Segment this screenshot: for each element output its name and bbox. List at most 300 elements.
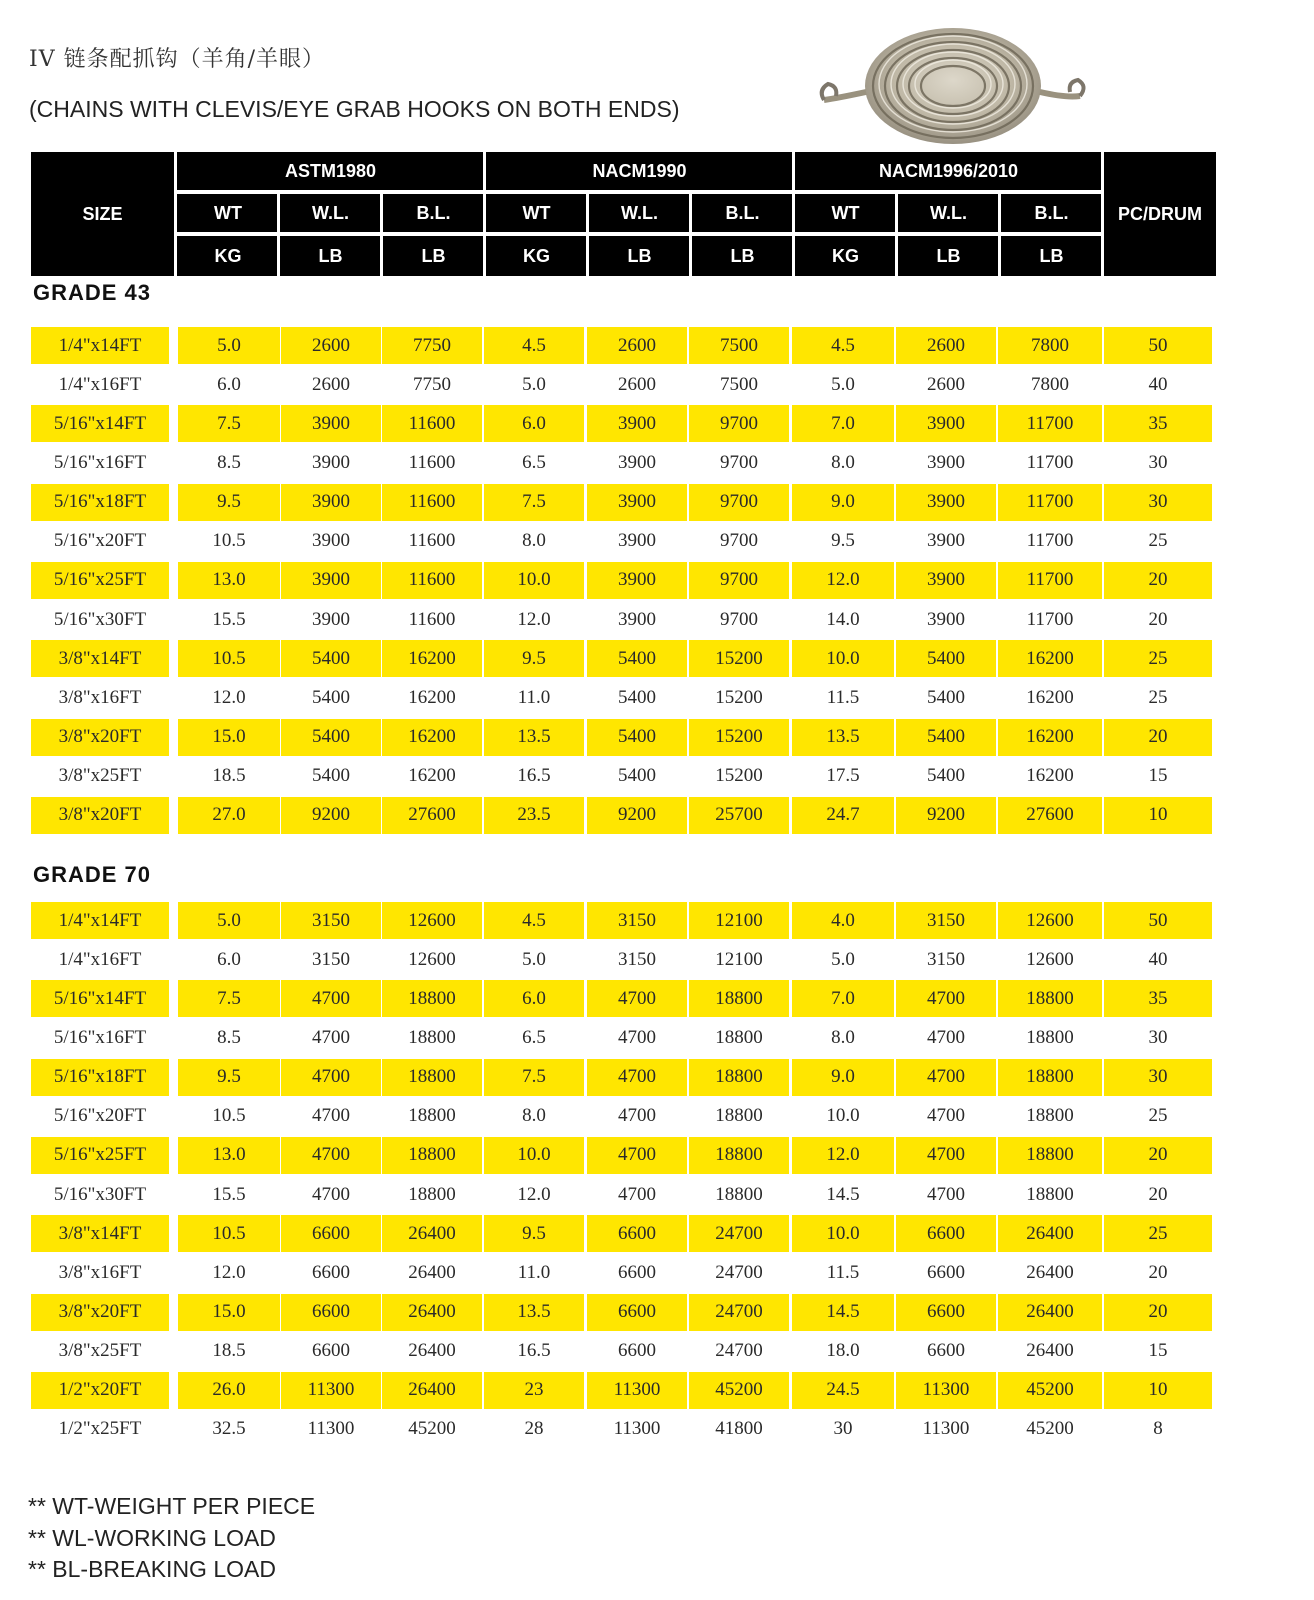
value-cell: 9700 (689, 484, 789, 521)
value-cell: 3900 (896, 405, 996, 442)
table-row (0, 1411, 1314, 1448)
value-cell: 26400 (408, 1340, 456, 1362)
value-cell: 11700 (998, 405, 1102, 442)
value-cell: 12.0 (517, 1183, 551, 1205)
value-cell: 18800 (998, 1137, 1102, 1174)
table-row (0, 327, 1314, 364)
header-group-2: NACM1996/2010 (795, 152, 1102, 190)
value-cell: 9700 (720, 530, 758, 552)
size-cell: 1/4"x14FT (31, 327, 169, 364)
value-cell: 45200 (689, 1372, 789, 1409)
pc-drum-cell: 25 (1148, 1105, 1168, 1127)
table-row (0, 601, 1314, 638)
header-sub-2-1: W.L. (898, 194, 999, 232)
value-cell: 24700 (689, 1215, 789, 1252)
value-cell: 26400 (382, 1294, 482, 1331)
table-row (0, 980, 1314, 1017)
value-cell: 4700 (587, 1137, 687, 1174)
value-cell: 6600 (587, 1215, 687, 1252)
value-cell: 6600 (312, 1340, 350, 1362)
size-cell: 5/16"x16FT (53, 451, 147, 473)
pc-drum-cell: 25 (1104, 640, 1212, 677)
value-cell: 3150 (281, 902, 381, 939)
grade-43-label: GRADE 43 (33, 280, 152, 305)
header-sub-0-1: W.L. (280, 194, 381, 232)
value-cell: 26400 (408, 1261, 456, 1283)
value-cell: 11600 (408, 530, 456, 552)
value-cell: 14.5 (792, 1294, 894, 1331)
header-sub-2-2: B.L. (1001, 194, 1102, 232)
value-cell: 4700 (281, 1059, 381, 1096)
header-sub-1-2: B.L. (692, 194, 793, 232)
value-cell: 3900 (618, 608, 656, 630)
value-cell: 18800 (689, 1137, 789, 1174)
value-cell: 18800 (715, 1026, 763, 1048)
pc-drum-cell: 35 (1104, 405, 1212, 442)
value-cell: 10.0 (484, 1137, 584, 1174)
table-row (0, 562, 1314, 599)
pc-drum-cell: 30 (1104, 1059, 1212, 1096)
value-cell: 5.0 (831, 373, 855, 395)
value-cell: 2600 (587, 327, 687, 364)
table-row (0, 444, 1314, 481)
header-sub-1-1: W.L. (589, 194, 690, 232)
value-cell: 6.0 (217, 948, 241, 970)
value-cell: 24700 (715, 1340, 763, 1362)
table-row (0, 719, 1314, 756)
value-cell: 6.5 (522, 1026, 546, 1048)
value-cell: 9.5 (484, 1215, 584, 1252)
value-cell: 6600 (312, 1261, 350, 1283)
value-cell: 11600 (408, 608, 456, 630)
table-row (0, 1372, 1314, 1409)
header-unit-1-2: LB (692, 236, 793, 276)
value-cell: 4.5 (792, 327, 894, 364)
pc-drum-cell: 40 (1148, 373, 1168, 395)
pc-drum-cell: 15 (1148, 1340, 1168, 1362)
value-cell: 11600 (382, 562, 482, 599)
value-cell: 18800 (998, 1059, 1102, 1096)
value-cell: 8.5 (217, 451, 241, 473)
value-cell: 3900 (587, 562, 687, 599)
chain-coil-image (818, 20, 1088, 152)
table-row (0, 902, 1314, 939)
header-divider (792, 152, 795, 276)
value-cell: 3900 (927, 530, 965, 552)
title-english: (CHAINS WITH CLEVIS/EYE GRAB HOOKS ON BOTH ENDS) (29, 96, 680, 122)
header-unit-0-2: LB (383, 236, 484, 276)
title-chinese: IV 链条配抓钩（羊角/羊眼） (29, 47, 325, 72)
size-cell: 5/16"x14FT (31, 405, 169, 442)
value-cell: 4700 (587, 1059, 687, 1096)
value-cell: 18.5 (212, 765, 246, 787)
pc-drum-cell: 20 (1104, 562, 1212, 599)
size-cell: 3/8"x20FT (31, 1294, 169, 1331)
value-cell: 11.5 (826, 1261, 860, 1283)
value-cell: 12600 (408, 948, 456, 970)
value-cell: 3150 (587, 902, 687, 939)
value-cell: 18800 (382, 1059, 482, 1096)
value-cell: 2600 (281, 327, 381, 364)
value-cell: 2600 (618, 373, 656, 395)
value-cell: 11300 (613, 1418, 661, 1440)
value-cell: 3900 (281, 405, 381, 442)
value-cell: 15.0 (178, 1294, 280, 1331)
value-cell: 12.0 (517, 608, 551, 630)
value-cell: 7500 (720, 373, 758, 395)
value-cell: 12600 (998, 902, 1102, 939)
table-row (0, 484, 1314, 521)
size-cell: 3/8"x14FT (31, 1215, 169, 1252)
size-cell: 3/8"x20FT (31, 797, 169, 834)
value-cell: 10.5 (212, 530, 246, 552)
value-cell: 5400 (896, 719, 996, 756)
value-cell: 45200 (1026, 1418, 1074, 1440)
header-unit-0-0: KG (177, 236, 279, 276)
value-cell: 5400 (618, 686, 656, 708)
header-divider (483, 152, 486, 276)
table-row (0, 1215, 1314, 1252)
value-cell: 5400 (281, 640, 381, 677)
value-cell: 14.5 (826, 1183, 860, 1205)
table-row (0, 1059, 1314, 1096)
value-cell: 6600 (587, 1294, 687, 1331)
table-row (0, 941, 1314, 978)
value-cell: 41800 (715, 1418, 763, 1440)
value-cell: 6.5 (522, 451, 546, 473)
value-cell: 11600 (382, 405, 482, 442)
value-cell: 18800 (408, 1105, 456, 1127)
value-cell: 7750 (413, 373, 451, 395)
value-cell: 32.5 (212, 1418, 246, 1440)
value-cell: 4700 (281, 980, 381, 1017)
value-cell: 26400 (382, 1372, 482, 1409)
value-cell: 16200 (382, 640, 482, 677)
size-cell: 3/8"x14FT (31, 640, 169, 677)
value-cell: 18800 (998, 980, 1102, 1017)
pc-drum-cell: 10 (1104, 1372, 1212, 1409)
header-sub-2-0: WT (795, 194, 896, 232)
value-cell: 4.5 (484, 327, 584, 364)
header-divider (174, 152, 177, 276)
pc-drum-cell: 20 (1148, 1183, 1168, 1205)
table-row (0, 405, 1314, 442)
value-cell: 4.0 (792, 902, 894, 939)
header-unit-1-1: LB (589, 236, 690, 276)
value-cell: 11700 (998, 484, 1102, 521)
value-cell: 16200 (1026, 765, 1074, 787)
size-cell: 3/8"x25FT (58, 1340, 142, 1362)
header-group-1: NACM1990 (486, 152, 793, 190)
value-cell: 10.0 (484, 562, 584, 599)
pc-drum-cell: 10 (1104, 797, 1212, 834)
value-cell: 5.0 (831, 948, 855, 970)
value-cell: 11300 (281, 1372, 381, 1409)
value-cell: 24.7 (792, 797, 894, 834)
value-cell: 16200 (998, 640, 1102, 677)
value-cell: 6600 (618, 1261, 656, 1283)
size-cell: 5/16"x30FT (53, 608, 147, 630)
size-cell: 5/16"x30FT (53, 1183, 147, 1205)
value-cell: 5400 (927, 765, 965, 787)
value-cell: 11.0 (517, 686, 551, 708)
value-cell: 9.0 (792, 1059, 894, 1096)
header-divider (177, 232, 1101, 236)
size-cell: 5/16"x18FT (31, 484, 169, 521)
value-cell: 13.5 (792, 719, 894, 756)
value-cell: 4700 (587, 980, 687, 1017)
note-bl: ** BL-BREAKING LOAD (28, 1556, 276, 1582)
value-cell: 24700 (689, 1294, 789, 1331)
pc-drum-cell: 30 (1148, 451, 1168, 473)
value-cell: 7800 (1031, 373, 1069, 395)
table-row (0, 679, 1314, 716)
grade-70-label: GRADE 70 (33, 862, 152, 887)
value-cell: 16200 (408, 765, 456, 787)
value-cell: 11700 (998, 562, 1102, 599)
value-cell: 4700 (927, 1026, 965, 1048)
value-cell: 4700 (312, 1026, 350, 1048)
value-cell: 8.0 (831, 451, 855, 473)
size-cell: 5/16"x25FT (31, 1137, 169, 1174)
value-cell: 9700 (720, 451, 758, 473)
note-wt: ** WT-WEIGHT PER PIECE (28, 1493, 316, 1519)
value-cell: 5400 (587, 719, 687, 756)
value-cell: 5.0 (522, 373, 546, 395)
value-cell: 16.5 (517, 1340, 551, 1362)
value-cell: 13.5 (484, 1294, 584, 1331)
value-cell: 11300 (922, 1418, 970, 1440)
header-divider (277, 194, 280, 276)
value-cell: 45200 (408, 1418, 456, 1440)
value-cell: 18800 (689, 1059, 789, 1096)
header-group-0: ASTM1980 (177, 152, 484, 190)
value-cell: 3900 (618, 451, 656, 473)
value-cell: 3900 (281, 484, 381, 521)
header-divider (1101, 152, 1104, 276)
value-cell: 4.5 (484, 902, 584, 939)
value-cell: 18800 (1026, 1183, 1074, 1205)
value-cell: 10.0 (792, 1215, 894, 1252)
value-cell: 6600 (281, 1294, 381, 1331)
pc-drum-cell: 50 (1104, 902, 1212, 939)
value-cell: 26.0 (178, 1372, 280, 1409)
value-cell: 9.5 (178, 1059, 280, 1096)
value-cell: 5400 (312, 686, 350, 708)
value-cell: 7.0 (792, 405, 894, 442)
value-cell: 15.0 (178, 719, 280, 756)
value-cell: 6600 (618, 1340, 656, 1362)
value-cell: 4700 (312, 1183, 350, 1205)
value-cell: 6600 (896, 1294, 996, 1331)
value-cell: 15200 (689, 719, 789, 756)
pc-drum-cell: 20 (1104, 719, 1212, 756)
pc-drum-cell: 35 (1104, 980, 1212, 1017)
table-row (0, 1294, 1314, 1331)
table-row (0, 1098, 1314, 1135)
value-cell: 9.0 (792, 484, 894, 521)
size-cell: 3/8"x16FT (58, 1261, 142, 1283)
size-cell: 5/16"x16FT (53, 1026, 147, 1048)
pc-drum-cell: 25 (1148, 686, 1168, 708)
value-cell: 8.0 (522, 1105, 546, 1127)
value-cell: 15200 (689, 640, 789, 677)
value-cell: 6.0 (217, 373, 241, 395)
value-cell: 18.5 (212, 1340, 246, 1362)
pc-drum-cell: 8 (1153, 1418, 1163, 1440)
table-row (0, 1176, 1314, 1213)
pc-drum-cell: 15 (1148, 765, 1168, 787)
value-cell: 18800 (382, 1137, 482, 1174)
header-divider (895, 194, 898, 276)
value-cell: 2600 (896, 327, 996, 364)
table-row (0, 1254, 1314, 1291)
value-cell: 5400 (618, 765, 656, 787)
value-cell: 9.5 (484, 640, 584, 677)
value-cell: 10.0 (792, 640, 894, 677)
value-cell: 18800 (408, 1026, 456, 1048)
size-cell: 5/16"x25FT (31, 562, 169, 599)
table-row (0, 1333, 1314, 1370)
pc-drum-cell: 50 (1104, 327, 1212, 364)
value-cell: 11.0 (517, 1261, 551, 1283)
value-cell: 3150 (618, 948, 656, 970)
value-cell: 6600 (927, 1340, 965, 1362)
value-cell: 12.0 (792, 1137, 894, 1174)
pc-drum-cell: 25 (1148, 530, 1168, 552)
value-cell: 30 (833, 1418, 853, 1440)
table-row (0, 1019, 1314, 1056)
note-wl: ** WL-WORKING LOAD (28, 1524, 276, 1551)
value-cell: 4700 (281, 1137, 381, 1174)
size-cell: 5/16"x20FT (53, 1105, 147, 1127)
size-cell: 3/8"x20FT (31, 719, 169, 756)
value-cell: 3900 (281, 562, 381, 599)
header-unit-2-1: LB (898, 236, 999, 276)
pc-drum-cell: 20 (1148, 1261, 1168, 1283)
size-cell: 1/2"x20FT (31, 1372, 169, 1409)
value-cell: 16200 (1026, 686, 1074, 708)
value-cell: 13.0 (178, 1137, 280, 1174)
table-row (0, 797, 1314, 834)
value-cell: 3900 (896, 484, 996, 521)
value-cell: 11.5 (826, 686, 860, 708)
value-cell: 18800 (1026, 1026, 1074, 1048)
value-cell: 18.0 (826, 1340, 860, 1362)
size-cell: 5/16"x20FT (53, 530, 147, 552)
value-cell: 3900 (312, 530, 350, 552)
value-cell: 4700 (927, 1183, 965, 1205)
header-sub-0-2: B.L. (383, 194, 484, 232)
value-cell: 3900 (927, 451, 965, 473)
value-cell: 3150 (927, 948, 965, 970)
table-row (0, 640, 1314, 677)
value-cell: 4700 (896, 1059, 996, 1096)
value-cell: 7.5 (484, 1059, 584, 1096)
value-cell: 15200 (715, 686, 763, 708)
value-cell: 17.5 (826, 765, 860, 787)
value-cell: 7800 (998, 327, 1102, 364)
value-cell: 5.0 (522, 948, 546, 970)
pc-drum-cell: 30 (1104, 484, 1212, 521)
size-cell: 1/4"x16FT (58, 948, 142, 970)
value-cell: 6600 (896, 1215, 996, 1252)
header-divider (689, 194, 692, 276)
value-cell: 3900 (618, 530, 656, 552)
notes (28, 1491, 315, 1586)
header-size: SIZE (31, 152, 174, 276)
header-unit-2-2: LB (1001, 236, 1102, 276)
value-cell: 12.0 (212, 1261, 246, 1283)
value-cell: 5400 (927, 686, 965, 708)
value-cell: 26400 (998, 1294, 1102, 1331)
value-cell: 9200 (587, 797, 687, 834)
size-cell: 1/2"x25FT (58, 1418, 142, 1440)
value-cell: 10.5 (178, 640, 280, 677)
value-cell: 10.0 (826, 1105, 860, 1127)
value-cell: 3150 (312, 948, 350, 970)
value-cell: 10.5 (212, 1105, 246, 1127)
value-cell: 11700 (1026, 608, 1074, 630)
value-cell: 7.5 (178, 405, 280, 442)
value-cell: 4700 (927, 1105, 965, 1127)
value-cell: 18800 (408, 1183, 456, 1205)
value-cell: 6600 (927, 1261, 965, 1283)
value-cell: 12600 (382, 902, 482, 939)
value-cell: 9700 (689, 562, 789, 599)
value-cell: 7500 (689, 327, 789, 364)
header-divider (586, 194, 589, 276)
pc-drum-cell: 20 (1104, 1137, 1212, 1174)
value-cell: 27600 (382, 797, 482, 834)
pc-drum-cell: 20 (1104, 1294, 1212, 1331)
value-cell: 13.5 (484, 719, 584, 756)
value-cell: 8.0 (831, 1026, 855, 1048)
value-cell: 24700 (715, 1261, 763, 1283)
value-cell: 3900 (587, 405, 687, 442)
size-cell: 5/16"x14FT (31, 980, 169, 1017)
value-cell: 16200 (998, 719, 1102, 756)
header-unit-0-1: LB (280, 236, 381, 276)
value-cell: 11700 (1026, 530, 1074, 552)
value-cell: 9200 (896, 797, 996, 834)
pc-drum-cell: 30 (1148, 1026, 1168, 1048)
value-cell: 7.5 (178, 980, 280, 1017)
value-cell: 5400 (587, 640, 687, 677)
value-cell: 8.5 (217, 1026, 241, 1048)
value-cell: 11700 (1026, 451, 1074, 473)
value-cell: 5.0 (178, 902, 280, 939)
value-cell: 26400 (998, 1215, 1102, 1252)
pc-drum-cell: 25 (1104, 1215, 1212, 1252)
value-cell: 18800 (689, 980, 789, 1017)
value-cell: 9.5 (831, 530, 855, 552)
header-divider (380, 194, 383, 276)
value-cell: 15.5 (212, 608, 246, 630)
value-cell: 3900 (927, 608, 965, 630)
header-divider (177, 190, 1101, 194)
value-cell: 26400 (382, 1215, 482, 1252)
value-cell: 9.5 (178, 484, 280, 521)
value-cell: 12.0 (212, 686, 246, 708)
value-cell: 18800 (715, 1105, 763, 1127)
value-cell: 16200 (382, 719, 482, 756)
value-cell: 2600 (312, 373, 350, 395)
value-cell: 15.5 (212, 1183, 246, 1205)
table-row (0, 1137, 1314, 1174)
value-cell: 4700 (896, 1137, 996, 1174)
value-cell: 23.5 (484, 797, 584, 834)
